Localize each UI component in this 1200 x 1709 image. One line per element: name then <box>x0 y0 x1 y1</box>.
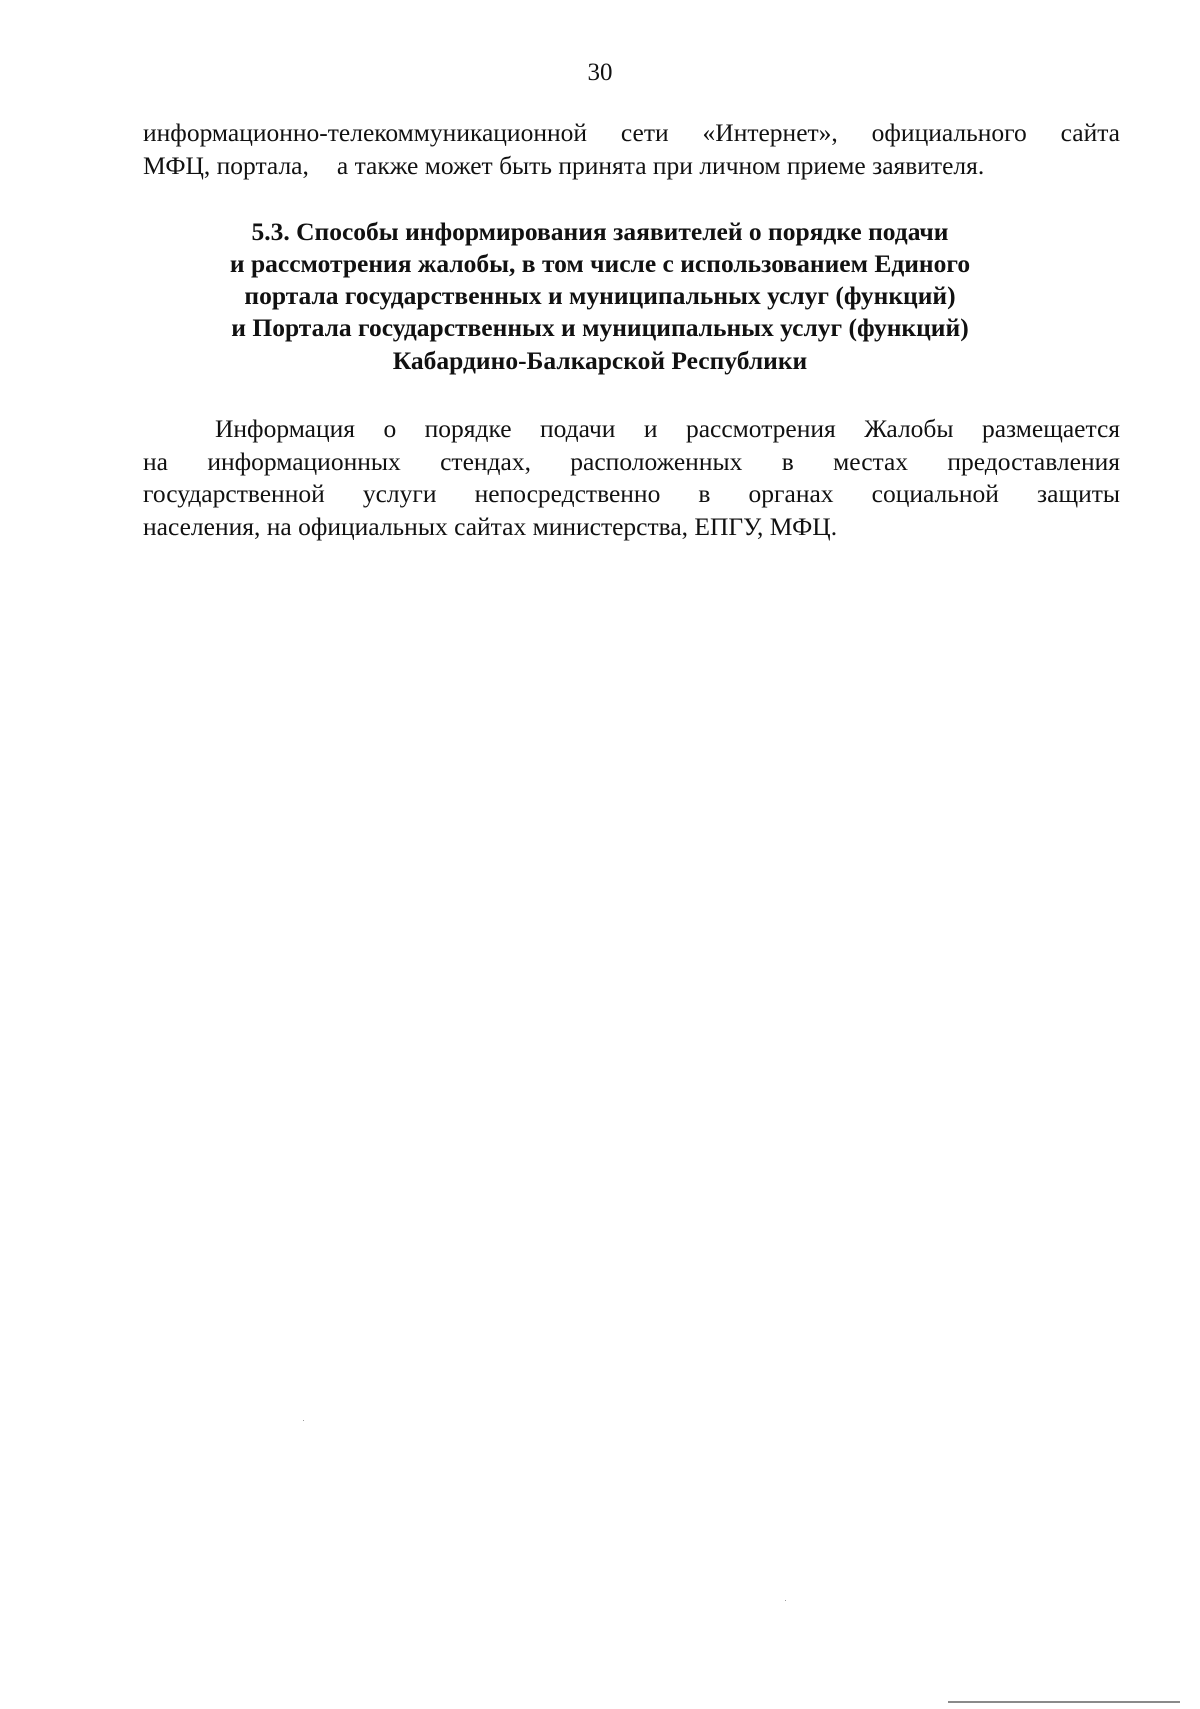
page-number: 30 <box>587 59 613 86</box>
intro-line-2-part-2: а также может быть принята при личном приеме заявителя. <box>336 151 985 180</box>
body-line-3: государственной услуги непосредственно в органах социальной защиты <box>143 479 1120 508</box>
section-heading-line-1: 5.3. Способы информирования заявителей о порядке подачи <box>251 217 949 246</box>
scan-speck <box>303 1420 304 1421</box>
section-heading-line-4: и Портала государственных и муниципальных услуг (функций) <box>231 313 969 342</box>
section-heading-line-3: портала государственных и муниципальных услуг (функций) <box>244 281 956 310</box>
body-line-1: Информация о порядке подачи и рассмотрения Жалобы размещается <box>215 414 1120 443</box>
intro-line-1: информационно-телекоммуникационной сети «Интернет», официального сайта <box>143 118 1120 147</box>
intro-line-2 <box>143 150 1120 182</box>
scan-speck <box>785 1600 786 1601</box>
footer-rule <box>948 1701 1180 1703</box>
section-heading-line-2: и рассмотрения жалобы, в том числе с использованием Единого <box>229 249 971 278</box>
body-line-4: населения, на официальных сайтах министерства, ЕПГУ, МФЦ. <box>143 512 838 541</box>
section-heading-line-5: Кабардино-Балкарской Республики <box>392 346 808 375</box>
intro-line-2-part-1: МФЦ, портала, <box>143 151 309 180</box>
body-line-2: на информационных стендах, расположенных в местах предоставления <box>143 447 1120 476</box>
